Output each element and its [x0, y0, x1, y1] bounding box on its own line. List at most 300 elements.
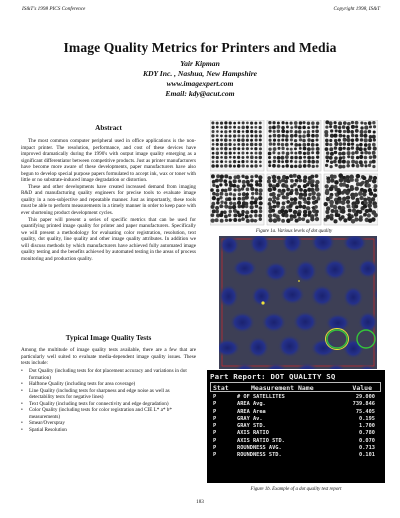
- printed-dot: [290, 165, 293, 168]
- row-value: 0.101: [359, 452, 375, 459]
- printed-dot: [294, 134, 297, 137]
- printed-dot: [315, 129, 319, 133]
- satellite-dot: [367, 182, 368, 183]
- printed-dot: [220, 156, 223, 159]
- printed-dot: [229, 156, 232, 159]
- satellite-dot: [356, 202, 357, 203]
- printed-dot: [224, 201, 227, 204]
- printed-dot: [216, 156, 219, 159]
- printed-dot: [268, 164, 271, 167]
- printed-dot: [219, 204, 223, 208]
- printed-dot: [272, 179, 276, 183]
- printed-dot: [285, 138, 288, 141]
- printed-dot: [242, 121, 245, 124]
- printed-dot: [290, 160, 293, 163]
- printed-dot: [364, 160, 367, 163]
- printed-dot: [220, 165, 223, 168]
- row-stat: P: [213, 394, 217, 400]
- printed-dot: [281, 126, 285, 130]
- printed-dot: [238, 122, 241, 125]
- printed-dot: [277, 218, 281, 222]
- printed-dot: [233, 134, 236, 137]
- ink-dot: [311, 339, 337, 358]
- printed-dot: [212, 152, 215, 155]
- printed-dot: [351, 164, 354, 167]
- satellite-dot: [328, 202, 329, 203]
- printed-dot: [311, 134, 315, 138]
- printed-dot: [290, 217, 294, 221]
- satellite-dot: [311, 207, 312, 208]
- satellite-dot: [355, 217, 356, 218]
- printed-dot: [220, 174, 224, 178]
- printed-dot: [228, 205, 232, 209]
- row-stat: P: [213, 415, 217, 422]
- satellite-dot: [221, 199, 222, 200]
- printed-dot: [223, 179, 227, 183]
- printed-dot: [237, 188, 241, 192]
- ink-dot: [295, 259, 318, 283]
- list-item: • Smear/Overspray: [21, 420, 196, 427]
- printed-dot: [277, 152, 280, 155]
- printed-dot: [225, 193, 229, 197]
- satellite-dot: [347, 178, 348, 179]
- printed-dot: [311, 179, 315, 183]
- printed-dot: [280, 209, 284, 213]
- figure-1b-caption: Figure 1b. Example of a dot quality test report: [250, 487, 342, 492]
- satellite-dot: [336, 221, 337, 222]
- satellite-dot: [298, 221, 299, 222]
- printed-dot: [373, 147, 377, 151]
- printed-dot: [273, 147, 277, 151]
- printed-dot: [241, 126, 245, 130]
- printed-dot: [233, 156, 236, 159]
- printed-dot: [215, 193, 219, 197]
- printed-dot: [250, 179, 253, 182]
- printed-dot: [351, 151, 355, 155]
- printed-dot: [364, 122, 367, 125]
- printed-dot: [224, 164, 228, 168]
- printed-dot: [314, 200, 318, 204]
- printed-dot: [286, 200, 290, 204]
- satellite-dot: [334, 193, 335, 194]
- printed-dot: [212, 209, 216, 213]
- printed-dot: [292, 214, 296, 218]
- printed-dot: [325, 126, 328, 129]
- satellite-dot: [326, 176, 327, 177]
- printed-dot: [325, 120, 329, 124]
- satellite-dot: [272, 190, 273, 191]
- abstract-body: [21, 138, 196, 262]
- printed-dot: [277, 160, 280, 163]
- printed-dot: [277, 134, 281, 138]
- satellite-dot: [237, 178, 238, 179]
- printed-dot: [315, 125, 318, 128]
- printed-dot: [329, 125, 332, 128]
- printed-dot: [351, 125, 355, 129]
- satellite-dot: [360, 190, 361, 191]
- printed-dot: [298, 195, 302, 199]
- satellite-dot: [229, 193, 230, 194]
- printed-dot: [372, 151, 376, 155]
- ink-dot: [219, 284, 239, 308]
- printed-dot: [224, 121, 227, 124]
- printed-dot: [254, 214, 257, 217]
- author-email: Email: kdy@acut.com: [165, 89, 235, 98]
- printed-dot: [219, 213, 223, 217]
- printed-dot: [219, 183, 222, 186]
- printed-dot: [351, 138, 355, 142]
- printed-dot: [277, 156, 281, 160]
- printed-dot: [350, 187, 354, 191]
- printed-dot: [373, 138, 376, 141]
- printed-dot: [224, 147, 227, 150]
- printed-dot: [298, 179, 302, 183]
- printed-dot: [346, 129, 350, 133]
- printed-dot: [212, 139, 215, 142]
- printed-dot: [229, 130, 232, 133]
- printed-dot: [346, 164, 350, 168]
- printed-dot: [286, 126, 289, 129]
- figure-1a-caption: Figure 1a. Various levels of dot quality: [255, 229, 333, 234]
- printed-dot: [339, 178, 344, 183]
- printed-dot: [251, 192, 254, 195]
- printed-dot: [238, 193, 241, 196]
- printed-dot: [345, 190, 350, 195]
- printed-dot: [326, 151, 330, 155]
- printed-dot: [363, 213, 367, 217]
- printed-dot: [254, 134, 257, 137]
- printed-dot: [311, 160, 315, 164]
- printed-dot: [294, 139, 297, 142]
- printed-dot: [364, 156, 368, 160]
- printed-dot: [258, 214, 262, 218]
- printed-dot: [356, 156, 359, 159]
- printed-dot: [215, 209, 219, 213]
- printed-dot: [337, 213, 341, 217]
- printed-dot: [237, 156, 240, 159]
- row-name: GRAY STD.: [237, 423, 266, 430]
- printed-dot: [216, 126, 219, 129]
- printed-dot: [306, 201, 310, 205]
- printed-dot: [277, 193, 281, 197]
- printed-dot: [273, 156, 276, 159]
- printed-dot: [272, 164, 276, 168]
- printed-dot: [233, 165, 236, 168]
- printed-dot: [277, 176, 281, 180]
- printed-dot: [311, 156, 314, 159]
- printed-dot: [220, 130, 223, 133]
- page-number: 183: [196, 499, 204, 505]
- report-header-value: Value: [352, 384, 372, 392]
- abstract-heading: Abstract: [95, 124, 122, 132]
- satellite-dot: [292, 177, 293, 178]
- printed-dot: [338, 126, 341, 129]
- ink-dot: [261, 312, 286, 333]
- printed-dot: [216, 152, 219, 155]
- printed-dot: [221, 189, 224, 192]
- printed-dot: [281, 129, 285, 133]
- printed-dot: [368, 143, 371, 146]
- printed-dot: [330, 152, 334, 156]
- printed-dot: [329, 187, 334, 192]
- printed-dot: [306, 151, 310, 155]
- printed-dot: [241, 160, 244, 163]
- ink-dot: [278, 335, 302, 358]
- satellite-dot: [346, 196, 347, 197]
- ink-dot: [232, 259, 257, 277]
- printed-dot: [307, 160, 310, 163]
- printed-dot: [277, 122, 280, 125]
- printed-dot: [341, 200, 346, 205]
- printed-dot: [360, 130, 364, 134]
- printed-dot: [364, 138, 368, 142]
- printed-dot: [351, 143, 354, 146]
- printed-dot: [286, 147, 289, 150]
- printed-dot: [216, 164, 219, 167]
- printed-dot: [326, 180, 330, 184]
- printed-dot: [233, 139, 236, 142]
- printed-dot: [284, 180, 288, 184]
- printed-dot: [373, 204, 377, 208]
- printed-dot: [316, 139, 319, 142]
- dot-sample-tile: [267, 174, 321, 225]
- row-name: # OF SATELLITES: [237, 394, 285, 400]
- printed-dot: [241, 164, 244, 167]
- printed-dot: [302, 134, 306, 138]
- printed-dot: [359, 155, 363, 159]
- satellite-dot: [336, 206, 337, 207]
- printed-dot: [289, 174, 293, 178]
- printed-dot: [225, 160, 228, 163]
- list-item: • Spatial Resolution: [21, 427, 196, 434]
- printed-dot: [241, 204, 245, 208]
- satellite-dot: [350, 207, 351, 208]
- row-name: ROUNDNESS STD.: [237, 452, 282, 459]
- printed-dot: [241, 187, 244, 190]
- printed-dot: [228, 176, 232, 180]
- printed-dot: [294, 125, 297, 128]
- printed-dot: [241, 143, 245, 147]
- printed-dot: [211, 134, 214, 137]
- printed-dot: [329, 121, 333, 125]
- printed-dot: [286, 152, 290, 156]
- printed-dot: [268, 121, 271, 124]
- printed-dot: [289, 204, 293, 208]
- printed-dot: [216, 147, 219, 150]
- printed-dot: [373, 213, 377, 217]
- printed-dot: [297, 175, 301, 179]
- printed-dot: [254, 147, 257, 150]
- printed-dot: [303, 213, 307, 217]
- satellite-dot: [313, 180, 314, 181]
- printed-dot: [281, 134, 284, 137]
- printed-dot: [233, 214, 237, 218]
- printed-dot: [268, 160, 271, 163]
- satellite-dot: [353, 181, 354, 182]
- printed-dot: [250, 219, 254, 223]
- printed-dot: [356, 164, 360, 168]
- row-value: 0.070: [359, 437, 375, 444]
- printed-dot: [251, 196, 254, 199]
- satellite-dot: [360, 178, 361, 179]
- list-item: • Color Quality (including tests for color registration and CIE L* a* b* measurements): [21, 407, 196, 420]
- printed-dot: [334, 209, 339, 214]
- printed-dot: [294, 160, 297, 163]
- printed-dot: [311, 151, 314, 154]
- satellite-dot: [232, 219, 233, 220]
- printed-dot: [312, 125, 315, 128]
- printed-dot: [355, 121, 359, 125]
- printed-dot: [220, 143, 223, 146]
- printed-dot: [219, 196, 222, 199]
- printed-dot: [245, 215, 249, 219]
- printed-dot: [254, 122, 257, 125]
- printed-dot: [269, 142, 272, 145]
- printed-dot: [330, 217, 334, 221]
- printed-dot: [269, 126, 272, 129]
- printed-dot: [298, 143, 301, 146]
- printed-dot: [299, 188, 303, 192]
- printed-dot: [372, 160, 376, 164]
- satellite-dot: [252, 190, 253, 191]
- printed-dot: [241, 210, 245, 214]
- printed-dot: [310, 175, 314, 179]
- printed-dot: [272, 205, 276, 209]
- printed-dot: [233, 152, 236, 155]
- printed-dot: [259, 156, 262, 159]
- satellite-dot: [229, 180, 230, 181]
- printed-dot: [364, 164, 367, 167]
- printed-dot: [331, 209, 335, 213]
- table-row: [210, 438, 381, 445]
- printed-dot: [285, 160, 289, 164]
- printed-dot: [233, 147, 236, 150]
- satellite-dot: [364, 208, 365, 209]
- satellite-dot: [367, 196, 368, 197]
- printed-dot: [259, 139, 262, 142]
- printed-dot: [211, 205, 215, 209]
- printed-dot: [352, 209, 356, 213]
- printed-dot: [334, 139, 337, 142]
- figure-1b-microscope-image: [219, 236, 377, 369]
- row-value: 0.780: [359, 430, 375, 437]
- printed-dot: [250, 205, 254, 209]
- printed-dot: [299, 138, 302, 141]
- printed-dot: [358, 191, 363, 196]
- printed-dot: [285, 155, 289, 159]
- printed-dot: [306, 134, 310, 138]
- printed-dot: [334, 142, 338, 146]
- satellite-dot: [290, 196, 291, 197]
- printed-dot: [236, 185, 240, 189]
- printed-dot: [268, 187, 273, 192]
- printed-dot: [237, 138, 240, 141]
- printed-dot: [237, 130, 240, 133]
- printed-dot: [285, 164, 289, 168]
- printed-dot: [216, 185, 219, 188]
- printed-dot: [356, 144, 359, 147]
- printed-dot: [220, 135, 223, 138]
- satellite-dot: [298, 176, 299, 177]
- printed-dot: [347, 122, 351, 126]
- printed-dot: [276, 197, 280, 201]
- printed-dot: [293, 201, 297, 205]
- printed-dot: [359, 182, 363, 186]
- printed-dot: [307, 122, 310, 125]
- printed-dot: [316, 147, 320, 151]
- printed-dot: [316, 121, 319, 124]
- printed-dot: [224, 204, 228, 208]
- printed-dot: [237, 152, 240, 155]
- printed-dot: [258, 183, 262, 187]
- satellite-dot: [309, 220, 310, 221]
- printed-dot: [290, 179, 294, 183]
- printed-dot: [215, 218, 219, 222]
- printed-dot: [366, 183, 370, 187]
- printed-dot: [325, 164, 328, 167]
- printed-dot: [307, 126, 310, 129]
- printed-dot: [216, 122, 219, 125]
- printed-dot: [338, 138, 341, 141]
- printed-dot: [290, 198, 294, 202]
- printed-dot: [250, 201, 254, 205]
- printed-dot: [324, 133, 328, 137]
- printed-dot: [285, 196, 289, 200]
- table-row: [210, 394, 381, 401]
- printed-dot: [225, 219, 228, 222]
- printed-dot: [233, 143, 236, 146]
- printed-dot: [242, 130, 245, 133]
- printed-dot: [233, 197, 236, 200]
- printed-dot: [249, 214, 253, 218]
- printed-dot: [268, 214, 273, 219]
- printed-dot: [329, 147, 333, 151]
- row-value: 75.405: [355, 408, 375, 415]
- printed-dot: [325, 147, 329, 151]
- printed-dot: [259, 201, 263, 205]
- printed-dot: [373, 130, 376, 133]
- printed-dot: [216, 174, 220, 178]
- satellite-dot: [340, 221, 341, 222]
- printed-dot: [246, 165, 249, 168]
- ink-dot: [230, 312, 256, 333]
- printed-dot: [233, 184, 237, 188]
- printed-dot: [253, 201, 257, 205]
- printed-dot: [224, 152, 227, 155]
- dot-quality-micrograph: [219, 236, 377, 369]
- printed-dot: [346, 138, 350, 142]
- printed-dot: [246, 130, 249, 133]
- printed-dot: [334, 156, 338, 160]
- printed-dot: [351, 121, 354, 124]
- satellite-dot: [234, 211, 235, 212]
- printed-dot: [350, 130, 354, 134]
- printed-dot: [216, 134, 219, 137]
- typical-tests-intro-block: [21, 347, 196, 367]
- printed-dot: [259, 126, 262, 129]
- printed-dot: [338, 121, 342, 125]
- printed-dot: [346, 135, 349, 138]
- printed-dot: [246, 219, 250, 223]
- printed-dot: [355, 138, 359, 142]
- printed-dot: [268, 148, 271, 151]
- satellite-dot: [353, 211, 354, 212]
- printed-dot: [333, 205, 338, 210]
- printed-dot: [241, 217, 245, 221]
- dot-samples-image: [210, 120, 378, 226]
- printed-dot: [372, 165, 375, 168]
- abstract-paragraph: This paper will present a series of specific metrics that can be used for quantifying printed image quality for printer and paper manufacturers. Specifically we will present a methodology for evaluating color registration, resolution, text quality, dot quality, line quality and other image quality attributes. In addition we will discuss methods by which manufacturers have achieved fully automated image quality testing and the benefits achieved by automated testing in the areas of process monitoring and production quality.: [21, 216, 196, 262]
